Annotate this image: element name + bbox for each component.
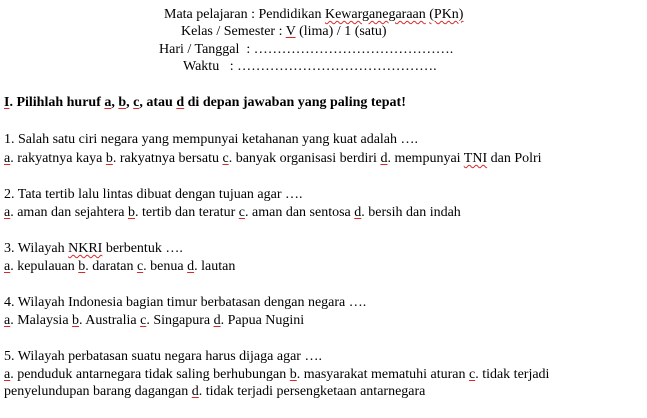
question-4-stem: 4. Wilayah Indonesia bagian timur berbatasan dengan negara …. (4, 295, 367, 310)
question-5-stem: 5. Wilayah perbatasan suatu negara harus dijaga agar …. (4, 349, 322, 364)
time-label: Waktu : (183, 59, 238, 74)
option-letter: c (136, 259, 144, 274)
question-2-options (4, 204, 461, 221)
option-text: . Papua Nugini (220, 313, 305, 328)
option-letter: c (140, 313, 147, 328)
instruction-sep: , (126, 95, 134, 110)
day-label: Hari / Tanggal : (159, 42, 254, 57)
option-text: . Singapura (146, 313, 214, 328)
option-text: . kepulauan (10, 259, 79, 274)
option-text: . tidak terjadi persengketaan antarnegara (198, 384, 426, 399)
option-letter: a (4, 367, 11, 382)
option-letter: d (213, 313, 221, 328)
option-text: . rakyatnya bersatu (112, 151, 223, 166)
option-letter: c (468, 367, 476, 382)
class-roman: V (285, 24, 296, 39)
option-letter: d (354, 205, 362, 220)
option-letter: b (128, 205, 135, 220)
time-dots: ……………………………………. (237, 59, 437, 74)
instruction-sep: , (111, 95, 119, 110)
question-3-stem-b: berbentuk …. (102, 241, 183, 256)
question-3-options (4, 258, 235, 275)
option-text: dan Polri (487, 151, 542, 166)
question-2-stem: 2. Tata tertib lalu lintas dibuat dengan tujuan agar …. (4, 187, 303, 202)
option-letter: a (4, 205, 11, 220)
instruction-text: . Pilihlah huruf (9, 95, 105, 110)
option-text: . bersih dan indah (361, 205, 461, 220)
question-3-stem-a: 3. Wilayah (4, 241, 69, 256)
option-text: . Malaysia (10, 313, 73, 328)
option-text: . tidak terjadi penyelundupan barang dagangan (4, 367, 550, 399)
option-letter: d (380, 151, 388, 166)
option-text: . penduduk antarnegara tidak saling berhubungan (10, 367, 290, 382)
option-text: . banyak organisasi berdiri (228, 151, 381, 166)
question-1-options (4, 150, 542, 167)
subject-word: Kewarganegaraan (324, 7, 426, 22)
option-letter: b (105, 151, 113, 166)
option-text: . mempunyai (387, 151, 464, 166)
option-letter: c (238, 205, 246, 220)
option-letter: b (78, 259, 86, 274)
question-5-options (4, 366, 636, 400)
subject-abbr: (PKn) (429, 7, 464, 22)
option-letter: d (191, 384, 199, 399)
option-letter: b (289, 367, 297, 382)
question-3-stem (4, 241, 183, 257)
instruction-letter-a: a (104, 95, 112, 110)
option-text: . Australia (79, 313, 141, 328)
option-letter: a (4, 313, 11, 328)
option-text: . aman dan sentosa (245, 205, 355, 220)
day-line (159, 42, 453, 58)
option-text: . daratan (85, 259, 137, 274)
section-number: I (4, 95, 10, 110)
option-text: . benua (143, 259, 188, 274)
option-text: . rakyatnya kaya (10, 151, 106, 166)
time-line (183, 59, 437, 75)
question-4-options (4, 312, 304, 329)
option-word-tni: TNI (463, 151, 488, 166)
instruction-sep: , atau (139, 95, 177, 110)
option-text: . aman dan sejahtera (10, 205, 128, 220)
question-3-word-nkri: NKRI (68, 241, 103, 256)
option-text: . tertib dan teratur (135, 205, 239, 220)
instruction-letter-d: d (176, 95, 185, 110)
option-letter: a (4, 259, 11, 274)
class-label: Kelas / Semester : (181, 24, 286, 39)
class-line (181, 24, 387, 40)
question-1-stem: 1. Salah satu ciri negara yang mempunyai ketahanan yang kuat adalah …. (4, 132, 419, 147)
instruction-end: di depan jawaban yang paling tepat! (184, 95, 406, 110)
option-text: . masyarakat mematuhi aturan (296, 367, 469, 382)
option-letter: c (222, 151, 229, 166)
instruction (4, 95, 406, 111)
subject-line (164, 7, 463, 23)
option-text: . lautan (194, 259, 236, 274)
instruction-letter-c: c (133, 95, 140, 110)
instruction-letter-b: b (118, 95, 127, 110)
option-letter: d (187, 259, 195, 274)
option-letter: a (4, 151, 11, 166)
class-rest: (lima) / 1 (satu) (295, 24, 387, 39)
option-letter: b (72, 313, 80, 328)
subject-label: Mata pelajaran : Pendidikan (164, 7, 325, 22)
day-dots: ……………………………………. (253, 42, 454, 57)
